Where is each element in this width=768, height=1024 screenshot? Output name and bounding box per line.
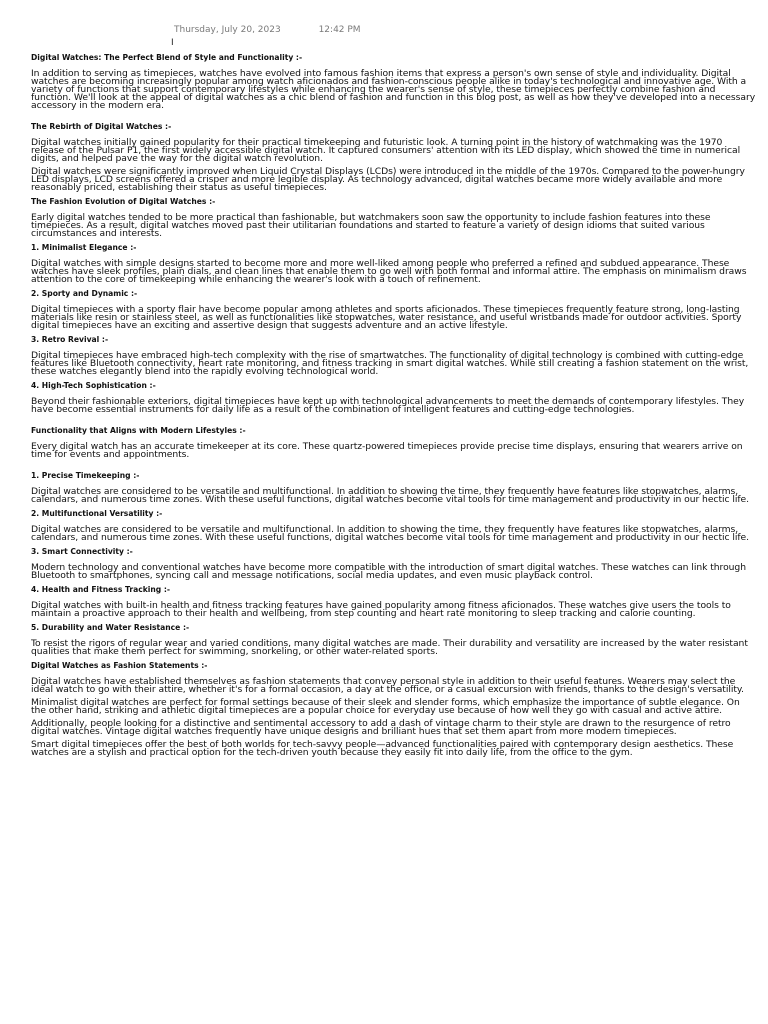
document-page xyxy=(31,24,757,762)
subheading-durability: 5. Durability and Water Resistance :- xyxy=(31,623,190,632)
section-heading-fashion-evolution: The Fashion Evolution of Digital Watches :- xyxy=(31,197,216,206)
subheading-sporty-dynamic: 2. Sporty and Dynamic :- xyxy=(31,289,138,298)
article-title: Digital Watches: The Perfect Blend of Style and Functionality :- xyxy=(31,53,303,62)
paragraph: Digital watches were significantly improved when Liquid Crystal Displays (LCDs) were introduced in the middle of the 1970s. Compared to the power-hungry LED displays, LCD screens offered a crisper and more legible display. As technology advanced, digital watches became more widely available and more reasonably priced, establishing their status as useful timepieces. xyxy=(31,166,745,193)
note-metadata xyxy=(31,24,757,36)
text-cursor[interactable]: I xyxy=(171,38,174,48)
paragraph: Minimalist digital watches are perfect for formal settings because of their sleek and slender forms, which emphasize the importance of subtle elegance. On the other hand, striking and athletic digital timepieces are a popular choice for everyday use because of how well they go with casual and active attire. xyxy=(31,697,740,716)
note-time: 12:42 PM xyxy=(318,25,361,35)
section-heading-fashion-statements: Digital Watches as Fashion Statements :- xyxy=(31,661,208,670)
subheading-health-fitness: 4. Health and Fitness Tracking :- xyxy=(31,585,171,594)
note-date: Thursday, July 20, 2023 xyxy=(174,25,281,35)
paragraph: Digital watches are considered to be versatile and multifunctional. In addition to showing the time, they frequently have features like stopwatches, alarms, calendars, and numerous time zones. With these useful functions, digital watches become vital tools for time management and productivity in our hectic life. xyxy=(31,486,750,505)
intro-paragraph: In addition to serving as timepieces, watches have evolved into famous fashion items that express a person's own sense of style and individuality. Digital watches are becoming increasingly popular among watch aficionados and fashion-conscious people alike in today's technological and innovative age. With a variety of functions that support contemporary lifestyles while enhancing the wearer's sense of style, these timepieces perfectly combine fashion and function. We'll look at the appeal of digital watches as a chic blend of fashion and function in this blog post, as well as how they've developed into a necessary accessory in the modern era. xyxy=(31,68,756,111)
paragraph: Digital watches with simple designs started to become more and more well-liked among people who preferred a refined and subdued appearance. These watches have sleek profiles, plain dials, and clean lines that enable them to go well with both formal and informal attire. The emphasis on minimalism draws attention to the core of timekeeping while enhancing the wearer's look with a touch of refinement. xyxy=(31,258,747,285)
paragraph: Digital watches are considered to be versatile and multifunctional. In addition to showing the time, they frequently have features like stopwatches, alarms, calendars, and numerous time zones. With these useful functions, digital watches become vital tools for time management and productivity in our hectic life. xyxy=(31,524,750,543)
paragraph: Digital timepieces with a sporty flair have become popular among athletes and sports aficionados. These timepieces frequently feature strong, long-lasting materials like resin or stainless steel, as well as functionalities like stopwatches, water resistance, and useful wristbands made for outdoor activities. Sporty digital timepieces have an exciting and assertive design that suggests adventure and an active lifestyle. xyxy=(31,304,742,331)
paragraph: Digital timepieces have embraced high-tech complexity with the rise of smartwatches. The functionality of digital technology is combined with cutting-edge features like Bluetooth connectivity, heart rate monitoring, and fitness tracking in smart digital watches. While still creating a fashion statement on the wrist, these watches elegantly blend into the rapidly evolving technological world. xyxy=(31,350,749,377)
paragraph: Early digital watches tended to be more practical than fashionable, but watchmakers soon saw the opportunity to include fashion features into these timepieces. As a result, digital watches moved past their utilitarian foundations and started to feature a variety of design idioms that suited various circumstances and interests. xyxy=(31,212,711,239)
paragraph: Digital watches with built-in health and fitness tracking features have gained popularity among fitness aficionados. These watches give users the tools to maintain a proactive approach to their health and wellbeing, from step counting and heart rate monitoring to sleep tracking and calorie counting. xyxy=(31,600,731,619)
paragraph: Digital watches have established themselves as fashion statements that convey personal style in addition to their useful features. Wearers may select the ideal watch to go with their attire, whether it's for a formal occasion, a day at the office, or a casual excursion with friends, thanks to the design's versatility. xyxy=(31,676,744,695)
subheading-smart-connectivity: 3. Smart Connectivity :- xyxy=(31,547,133,556)
subheading-multifunctional: 2. Multifunctional Versatility :- xyxy=(31,509,163,518)
section-heading-rebirth: The Rebirth of Digital Watches :- xyxy=(31,122,172,131)
paragraph: Smart digital timepieces offer the best of both worlds for tech-savvy people—advanced functionalities paired with contemporary design aesthetics. These watches are a stylish and practical option for the tech-driven youth because they easily fit into daily life, from the office to the gym. xyxy=(31,739,734,758)
subheading-retro-revival: 3. Retro Revival :- xyxy=(31,335,109,344)
paragraph: Modern technology and conventional watches have become more compatible with the introduction of smart digital watches. These watches can link through Bluetooth to smartphones, syncing call and message notifications, social media updates, and even music playback control. xyxy=(31,562,746,581)
subheading-minimalist-elegance: 1. Minimalist Elegance :- xyxy=(31,243,137,252)
subheading-precise-timekeeping: 1. Precise Timekeeping :- xyxy=(31,471,140,480)
paragraph: Beyond their fashionable exteriors, digital timepieces have kept up with technological advancements to meet the demands of contemporary lifestyles. They have become essential instruments for daily life as a result of the combination of intelligent features and cutting-edge technologies. xyxy=(31,396,745,415)
paragraph: Digital watches initially gained popularity for their practical timekeeping and futuristic look. A turning point in the history of watchmaking was the 1970 release of the Pulsar P1, the first widely accessible digital watch. It captured consumers' attention with its LED display, which showed the time in numerical digits, and helped pave the way for the digital watch revolution. xyxy=(31,137,741,164)
subheading-high-tech: 4. High-Tech Sophistication :- xyxy=(31,381,156,390)
paragraph: To resist the rigors of regular wear and varied conditions, many digital watches are made. Their durability and versatility are increased by the water resistant qualities that make them perfect for swimming, snorkeling, or other water-related sports. xyxy=(31,638,748,657)
paragraph: Every digital watch has an accurate timekeeper at its core. These quartz-powered timepieces provide precise time displays, ensuring that wearers arrive on time for events and appointments. xyxy=(31,441,743,460)
paragraph: Additionally, people looking for a distinctive and sentimental accessory to add a dash of vintage charm to their style are drawn to the resurgence of retro digital watches. Vintage digital watches frequently have unique designs and brilliant hues that set them apart from more modern timepieces. xyxy=(31,718,731,737)
section-heading-functionality: Functionality that Aligns with Modern Lifestyles :- xyxy=(31,426,246,435)
